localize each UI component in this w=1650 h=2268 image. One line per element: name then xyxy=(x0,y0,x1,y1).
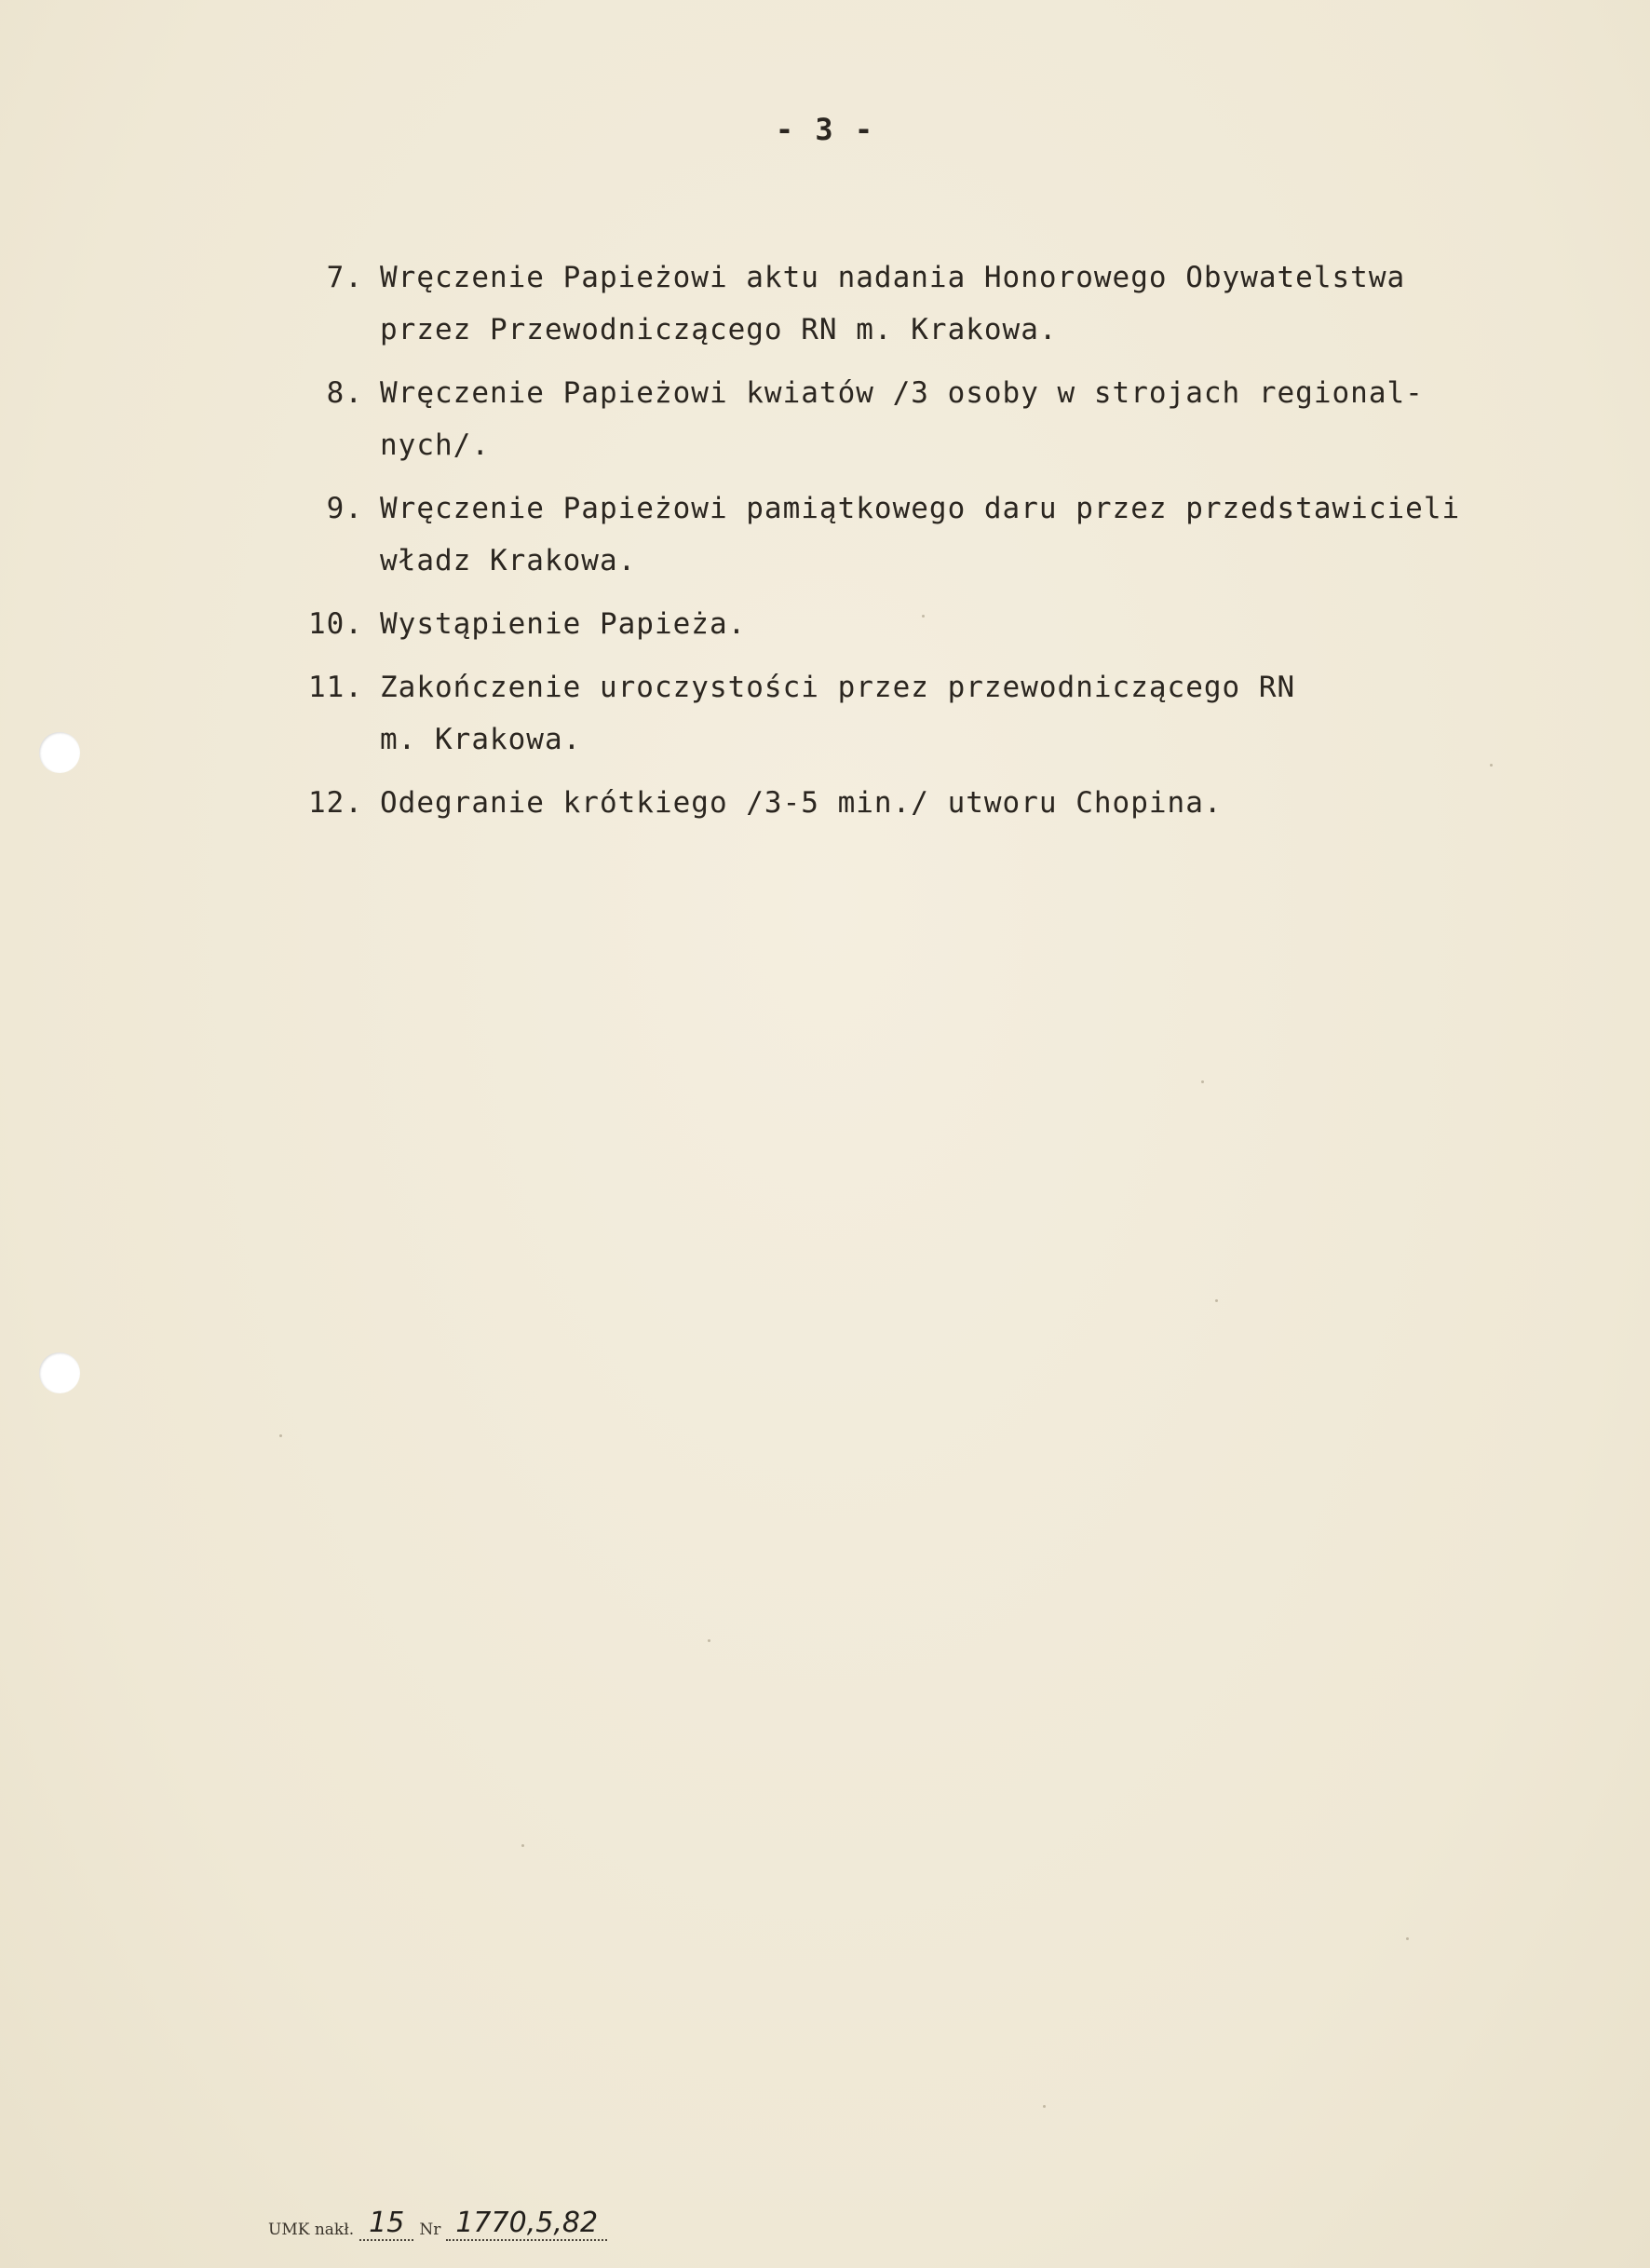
item-text: Odegranie krótkiego /3-5 min./ utworu Chopina. xyxy=(380,786,1223,820)
list-item xyxy=(279,367,1583,471)
item-number: 8. xyxy=(326,376,363,410)
item-number: 9. xyxy=(326,492,363,525)
item-text: Wręczenie Papieżowi aktu nadania Honorowego Obywatelstwa przez Przewodniczącego RN m. Krakowa. xyxy=(380,261,1406,346)
item-number: 11. xyxy=(308,671,363,704)
item-text: Wystąpienie Papieża. xyxy=(380,607,747,641)
list-item xyxy=(279,777,1583,829)
agenda-list xyxy=(279,251,1583,840)
footer-label-nr: Nr xyxy=(419,2220,441,2239)
list-item xyxy=(279,661,1583,766)
print-footer xyxy=(268,2207,607,2241)
item-number: 10. xyxy=(308,607,363,641)
footer-nr-value: 1770,5,82 xyxy=(446,2207,607,2241)
punch-hole-bottom xyxy=(39,1352,80,1393)
list-item xyxy=(279,598,1583,650)
footer-nakl-value: 15 xyxy=(359,2207,413,2241)
list-item xyxy=(279,482,1583,587)
punch-hole-top xyxy=(39,732,80,773)
item-number: 7. xyxy=(326,261,363,294)
item-number: 12. xyxy=(308,786,363,820)
item-text: Wręczenie Papieżowi pamiątkowego daru przez przedstawicieli władz Krakowa. xyxy=(380,492,1461,577)
item-text: Wręczenie Papieżowi kwiatów /3 osoby w strojach regional- nych/. xyxy=(380,376,1424,462)
page-number: - 3 - xyxy=(775,112,875,147)
list-item xyxy=(279,251,1583,356)
footer-label-nakl: UMK nakł. xyxy=(268,2220,355,2239)
item-text: Zakończenie uroczystości przez przewodniczącego RN m. Krakowa. xyxy=(380,671,1296,756)
